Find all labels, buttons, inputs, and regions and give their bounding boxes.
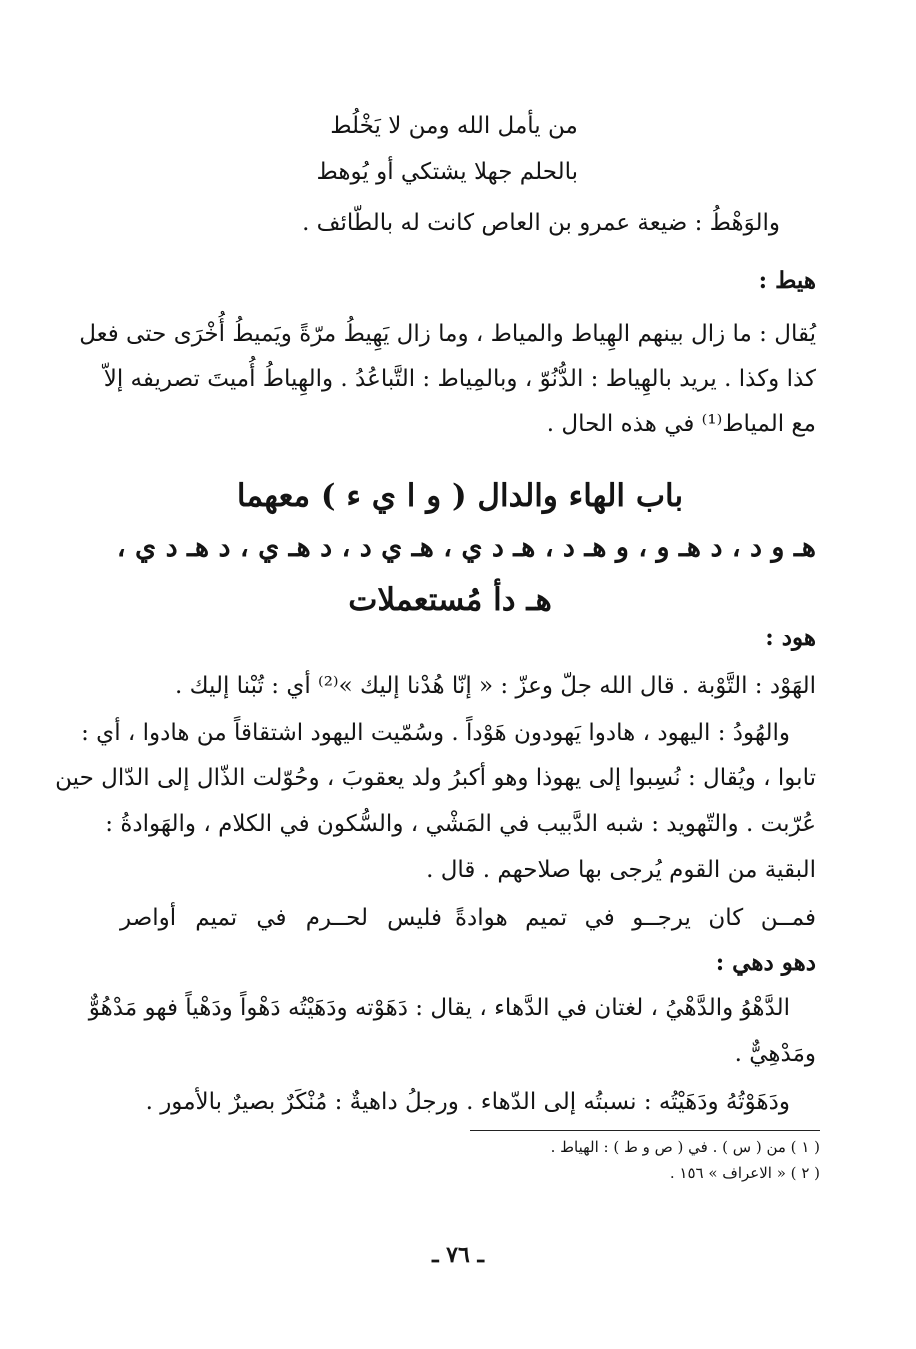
chapter-title-line-3: هـ دأ مُستعملات <box>348 582 552 618</box>
wahat-definition: والوَهْطُ : ضيعة عمرو بن العاص كانت له بالطّائف . <box>302 210 780 236</box>
hud-line-1: الهَوْد : التَّوْبة . قال الله جلّ وعزّ : « إنّا هُدْنا إليك »⁽²⁾ أي : تُبْنا إليك . <box>175 673 816 699</box>
page-number: ـ ٧٦ ـ <box>432 1242 484 1268</box>
dahw-line-3: ودَهَوْتُهُ ودَهَيْتُه : نسبتُه إلى الدّهاء . ورجلُ داهيةٌ : مُنْكَرٌ بصيرٌ بالأمور . <box>145 1089 790 1115</box>
verse-line-1: من يأمل الله ومن لا يَخْلُط <box>330 113 578 139</box>
hud-verse-hemistich-1: فمــن كان يرجــو في تميم هوادةً <box>455 905 816 931</box>
entry-heading-hud: هود : <box>765 624 816 651</box>
hud-line-5: البقية من القوم يُرجى بها صلاحهم . قال . <box>426 857 816 883</box>
dahw-line-1: الدَّهْوُ والدَّهْيُ ، لغتان في الدَّهاء ، يقال : دَهَوْته ودَهَيْتُه دَهْواً ودَهْياً فهو مَدْهُوٌّ <box>88 995 790 1021</box>
entry-heading-hayt: هيط : <box>758 267 816 294</box>
chapter-title-line-2: هـ و د ، د هـ و ، و هـ د ، هـ د ي ، هـ ي د ، د هـ ي ، د هـ د ي ، <box>116 532 816 563</box>
hud-line-3: تابوا ، ويُقال : نُسِبوا إلى يهوذا وهو أكبرُ ولد يعقوبَ ، وحُوّلت الذّال إلى الدّال حين <box>55 765 816 791</box>
hud-verse-hemistich-2: فليس لحــرم في تميم أواصر <box>120 905 442 931</box>
footnote-separator <box>470 1130 820 1131</box>
footnote-2: ( ٢ ) « الاعراف » ١٥٦ . <box>669 1164 820 1182</box>
hayt-line-1: يُقال : ما زال بينهم الهِياط والمياط ، وما زال يَهِيطُ مرّةً ويَميطُ أُخْرَى حتى فعل <box>79 321 816 347</box>
hud-line-4: عُرّبت . والتّهويد : شبه الدَّبيب في المَشْي ، والسُّكون في الكلام ، والهَوادةُ : <box>105 811 816 837</box>
hud-line-2: والهُودُ : اليهود ، هادوا يَهودون هَوْداً . وسُمّيت اليهود اشتقاقاً من هادوا ، أي : <box>81 720 790 746</box>
verse-line-2: بالحلم جهلا يشتكي أو يُوهط <box>316 159 578 185</box>
chapter-title-line-1: باب الهاء والدال ( و ا ي ء ) معهما <box>236 478 684 514</box>
hayt-line-2: كذا وكذا . يريد بالهِياط : الدُّنُوّ ، وبالمِياط : التَّباعُدُ . والهِياطُ أُميتَ تصريفه إلاّ <box>103 366 816 392</box>
hayt-line-3: مع المياط⁽¹⁾ في هذه الحال . <box>546 411 816 437</box>
entry-heading-dahw: دهو دهي : <box>715 949 816 976</box>
footnote-1: ( ١ ) من ( س ) . في ( ص و ط ) : الهياط . <box>550 1138 820 1156</box>
dahw-line-2: ومَدْهِيٌّ . <box>734 1041 816 1067</box>
